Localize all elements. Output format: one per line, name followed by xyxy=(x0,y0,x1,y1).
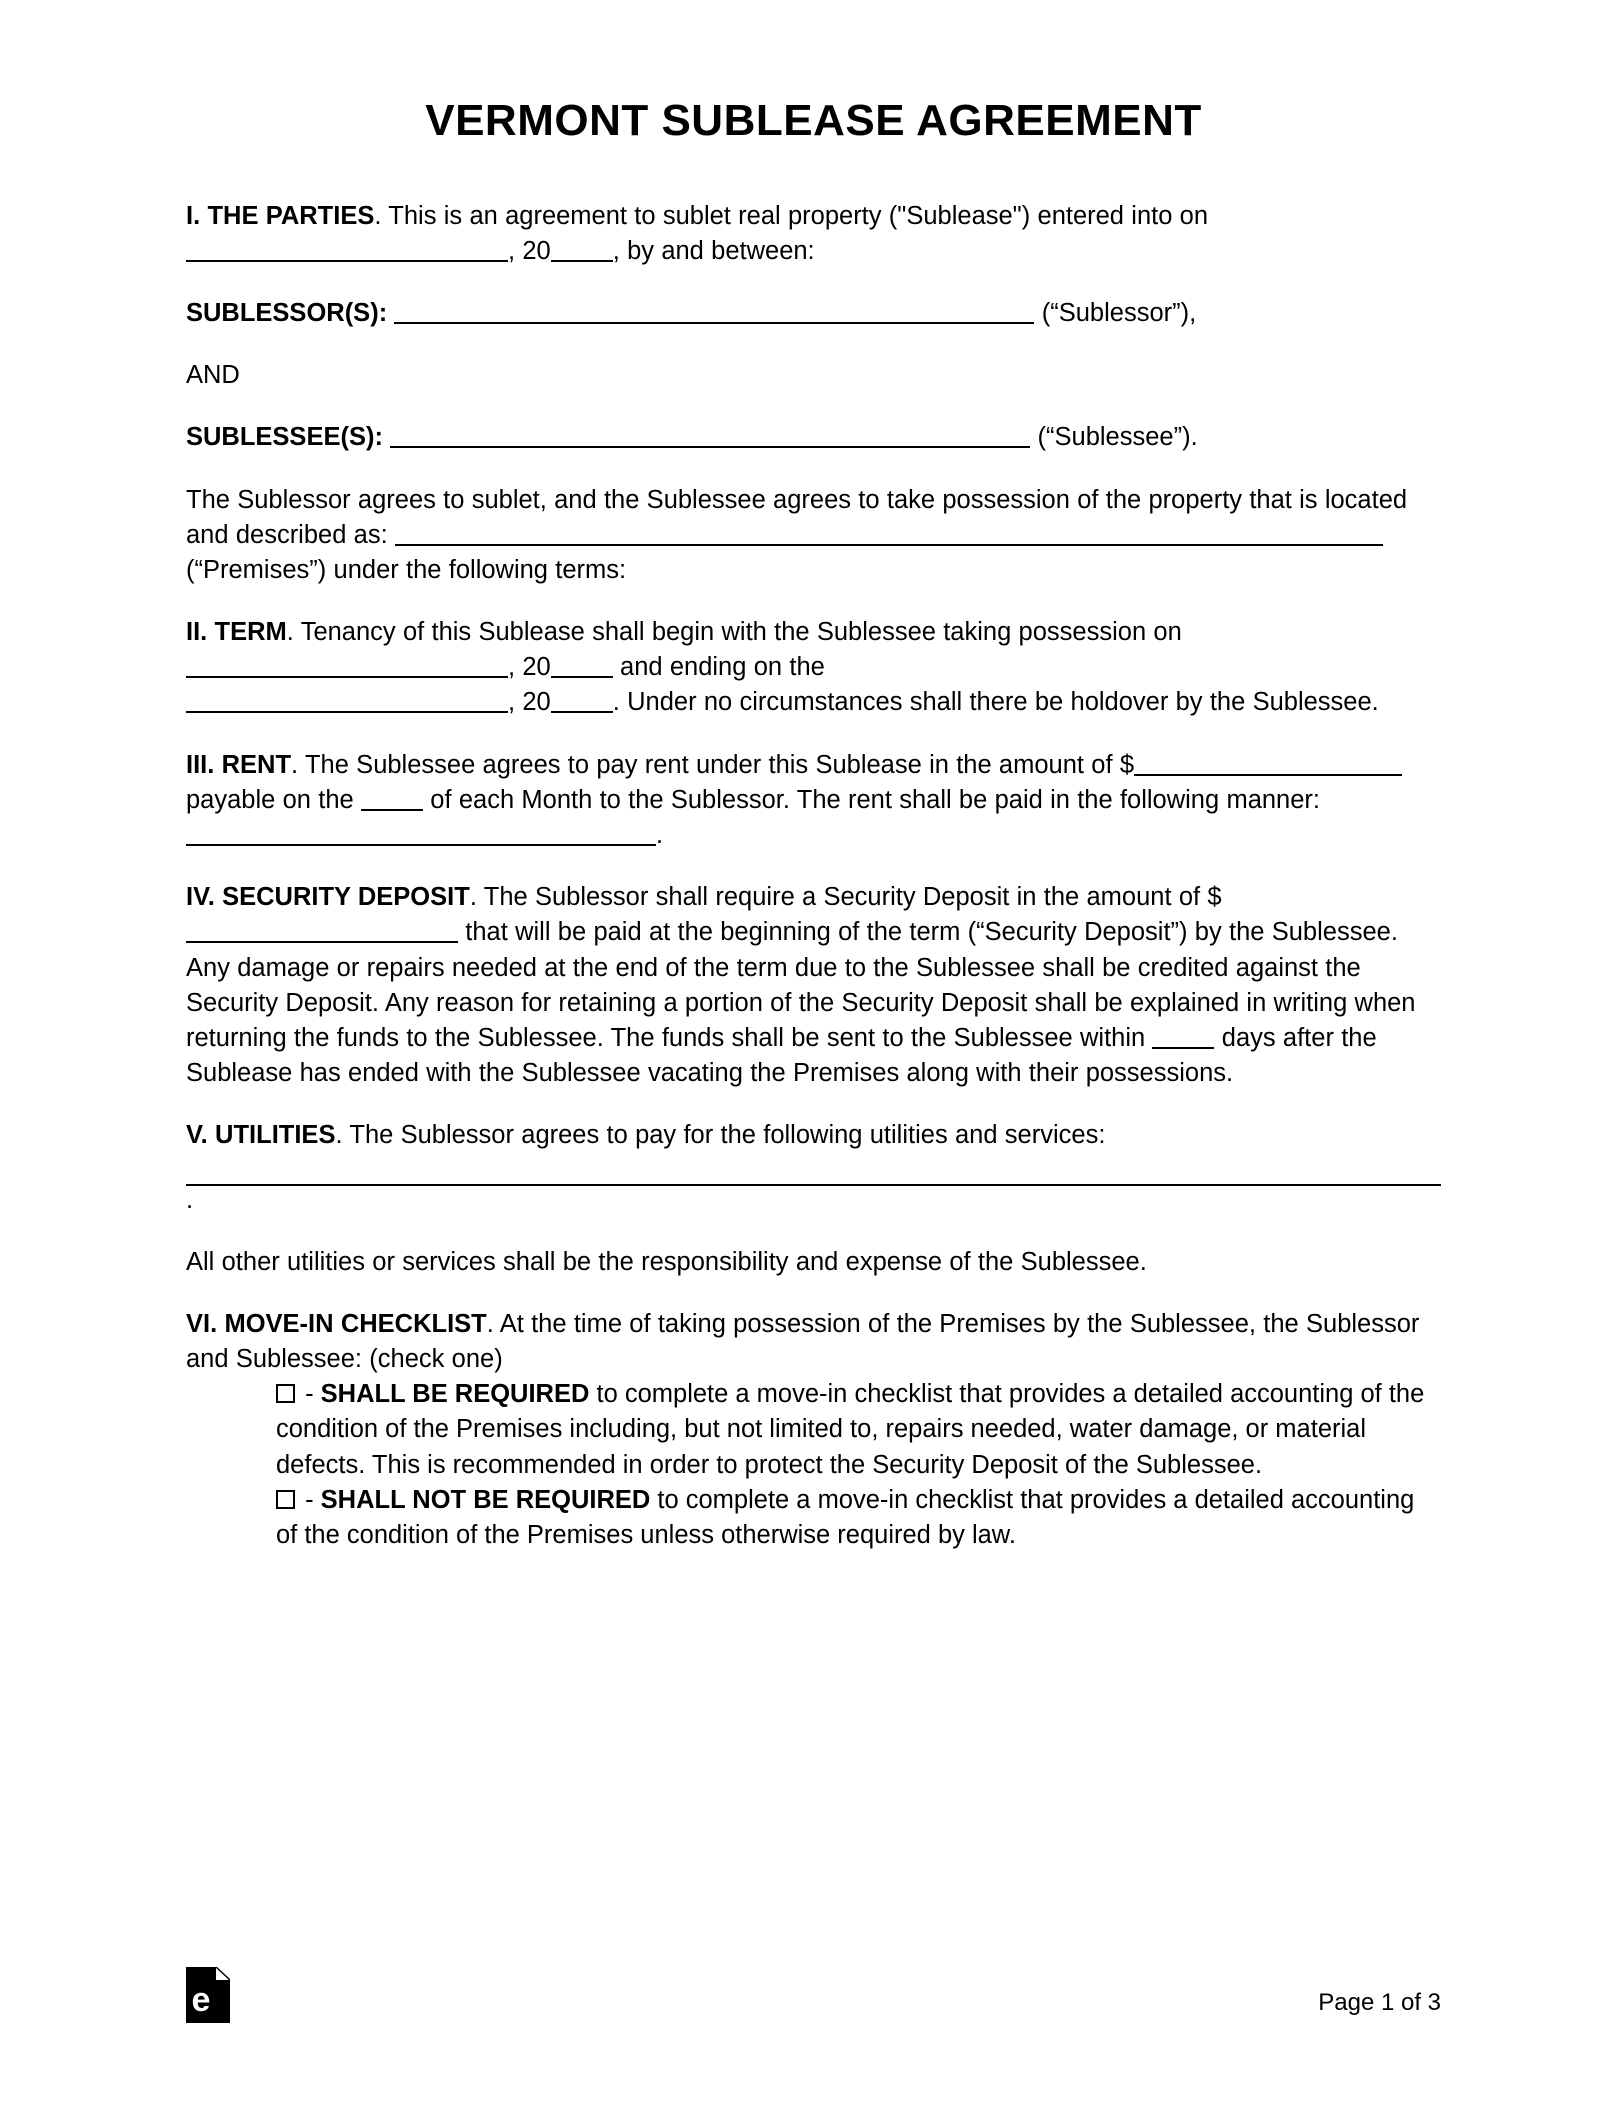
rent-text-2: payable on the xyxy=(186,785,361,814)
section-parties xyxy=(186,199,1441,269)
utilities-text-2: . xyxy=(186,1185,194,1214)
sublessee-label: SUBLESSEE(S) xyxy=(186,423,375,452)
term-text-3: and ending on the xyxy=(612,653,825,682)
other-utilities-paragraph: All other utilities or services shall be the responsibility and expense of the Sublessee. xyxy=(186,1247,1147,1276)
checkbox-icon-shall-not-be-required[interactable] xyxy=(276,1490,295,1509)
section-move-in-checklist xyxy=(186,1307,1441,1377)
section-heading-security-deposit: IV. SECURITY DEPOSIT xyxy=(186,883,470,912)
utilities-blank[interactable] xyxy=(186,1158,1441,1186)
section-heading-term: II. TERM xyxy=(186,618,287,647)
premises-blank-1[interactable] xyxy=(395,518,873,546)
term-end-year-blank[interactable] xyxy=(551,685,613,713)
checkbox-icon-shall-be-required[interactable] xyxy=(276,1384,295,1403)
rent-text-1: . The Sublessee agrees to pay rent under this Sublease in the amount of $ xyxy=(291,750,1135,779)
document-body xyxy=(186,96,1441,1553)
page-footer xyxy=(186,1963,1441,2023)
section-heading-parties: I. THE PARTIES xyxy=(186,201,375,230)
sublessor-label: SUBLESSOR(S) xyxy=(186,298,379,327)
term-text-4: , 20 xyxy=(508,688,551,717)
premises-paragraph xyxy=(186,483,1441,589)
premises-text-1: The Sublessor agrees to sublet, and the Sublessee agrees to take possession of the property that is located and described as: xyxy=(186,485,1408,549)
deposit-text-2: that will be paid at the beginning of the term (“Security Deposit”) by the Sublessee. Any damage or repairs needed at the end of the term due to the Sublessee shall be credited against the Security Deposit. Any reason for retaining a portion of the Security Deposit shall be explained in writing when returning the funds to the Sublessee. The funds shall be sent to the Sublessee within xyxy=(186,918,1416,1052)
checklist-text-1: . At the time of taking possession of the Premises by the Sublessee, the Sublessor and Sublessee: (check one) xyxy=(186,1309,1420,1374)
sublessee-suffix: (“Sublessee”). xyxy=(1030,423,1198,452)
rent-text-3: of each Month to the Sublessor. The rent shall be paid in the following manner: xyxy=(423,785,1320,814)
parties-text-1: . This is an agreement to sublet real property ("Sublease") entered into on xyxy=(374,201,1209,230)
sublessor-suffix: (“Sublessor”), xyxy=(1034,298,1197,327)
deposit-text-3: days after the Sublease has ended with the Sublessee vacating the Premises along with their possessions. xyxy=(186,1023,1377,1088)
section-rent xyxy=(186,748,1441,854)
parties-text-2: , 20 xyxy=(508,236,551,265)
option-2-bold-label: SHALL NOT BE REQUIRED xyxy=(320,1485,651,1514)
sublessee-colon: : xyxy=(374,423,391,452)
section-term xyxy=(186,615,1441,721)
sublessor-line xyxy=(186,296,1441,331)
option-2-rest: to complete a move-in checklist that provides a detailed accounting of the condition of the Premises unless otherwise required by law. xyxy=(276,1485,1415,1550)
premises-blank-2[interactable] xyxy=(873,518,1383,546)
parties-year-blank[interactable] xyxy=(551,234,613,262)
term-start-year-blank[interactable] xyxy=(551,650,613,678)
option-1-bold-label: SHALL BE REQUIRED xyxy=(320,1380,590,1409)
deposit-text-1: . The Sublessor shall require a Security Deposit in the amount of $ xyxy=(469,883,1222,912)
section-utilities xyxy=(186,1118,1441,1217)
eforms-logo-icon xyxy=(186,1967,230,2023)
page-number: Page 1 of 3 xyxy=(1318,1989,1441,2016)
and-connector: AND xyxy=(186,361,240,390)
svg-text:e: e xyxy=(191,1981,211,2019)
page-title: VERMONT SUBLEASE AGREEMENT xyxy=(425,96,1202,145)
term-text-1: . Tenancy of this Sublease shall begin with the Sublessee taking possession on xyxy=(286,618,1182,647)
rent-text-4: . xyxy=(656,821,664,850)
checklist-option-not-required[interactable] xyxy=(186,1483,1441,1553)
term-start-date-blank[interactable] xyxy=(186,650,508,678)
rent-day-blank[interactable] xyxy=(361,783,423,811)
parties-date-blank[interactable] xyxy=(186,234,508,262)
option-1-prefix: - xyxy=(298,1380,321,1409)
section-security-deposit xyxy=(186,880,1441,1091)
term-text-5: . Under no circumstances shall there be holdover by the Sublessee. xyxy=(612,688,1379,717)
rent-manner-blank[interactable] xyxy=(186,818,656,846)
premises-text-2: (“Premises”) under the following terms: xyxy=(186,555,627,584)
sublessee-name-blank[interactable] xyxy=(390,420,1030,448)
parties-text-3: , by and between: xyxy=(612,236,815,265)
checklist-option-required[interactable] xyxy=(186,1377,1441,1483)
sublessor-colon: : xyxy=(378,298,395,327)
section-heading-rent: III. RENT xyxy=(186,750,292,779)
deposit-days-blank[interactable] xyxy=(1152,1021,1214,1049)
term-text-2: , 20 xyxy=(508,653,551,682)
section-heading-utilities: V. UTILITIES xyxy=(186,1121,336,1150)
rent-amount-blank[interactable] xyxy=(1134,748,1402,776)
utilities-text-1: . The Sublessor agrees to pay for the following utilities and services: xyxy=(335,1121,1106,1150)
option-2-prefix: - xyxy=(298,1485,321,1514)
sublessor-name-blank[interactable] xyxy=(394,296,1034,324)
term-end-date-blank[interactable] xyxy=(186,685,508,713)
deposit-amount-blank[interactable] xyxy=(186,915,458,943)
section-heading-move-in-checklist: VI. MOVE-IN CHECKLIST xyxy=(186,1309,487,1338)
option-1-rest: to complete a move-in checklist that provides a detailed accounting of the condition of the Premises including, but not limited to, repairs needed, water damage, or material defects. This is recommended in order to protect the Security Deposit of the Sublessee. xyxy=(276,1380,1425,1479)
sublessee-line xyxy=(186,420,1441,455)
